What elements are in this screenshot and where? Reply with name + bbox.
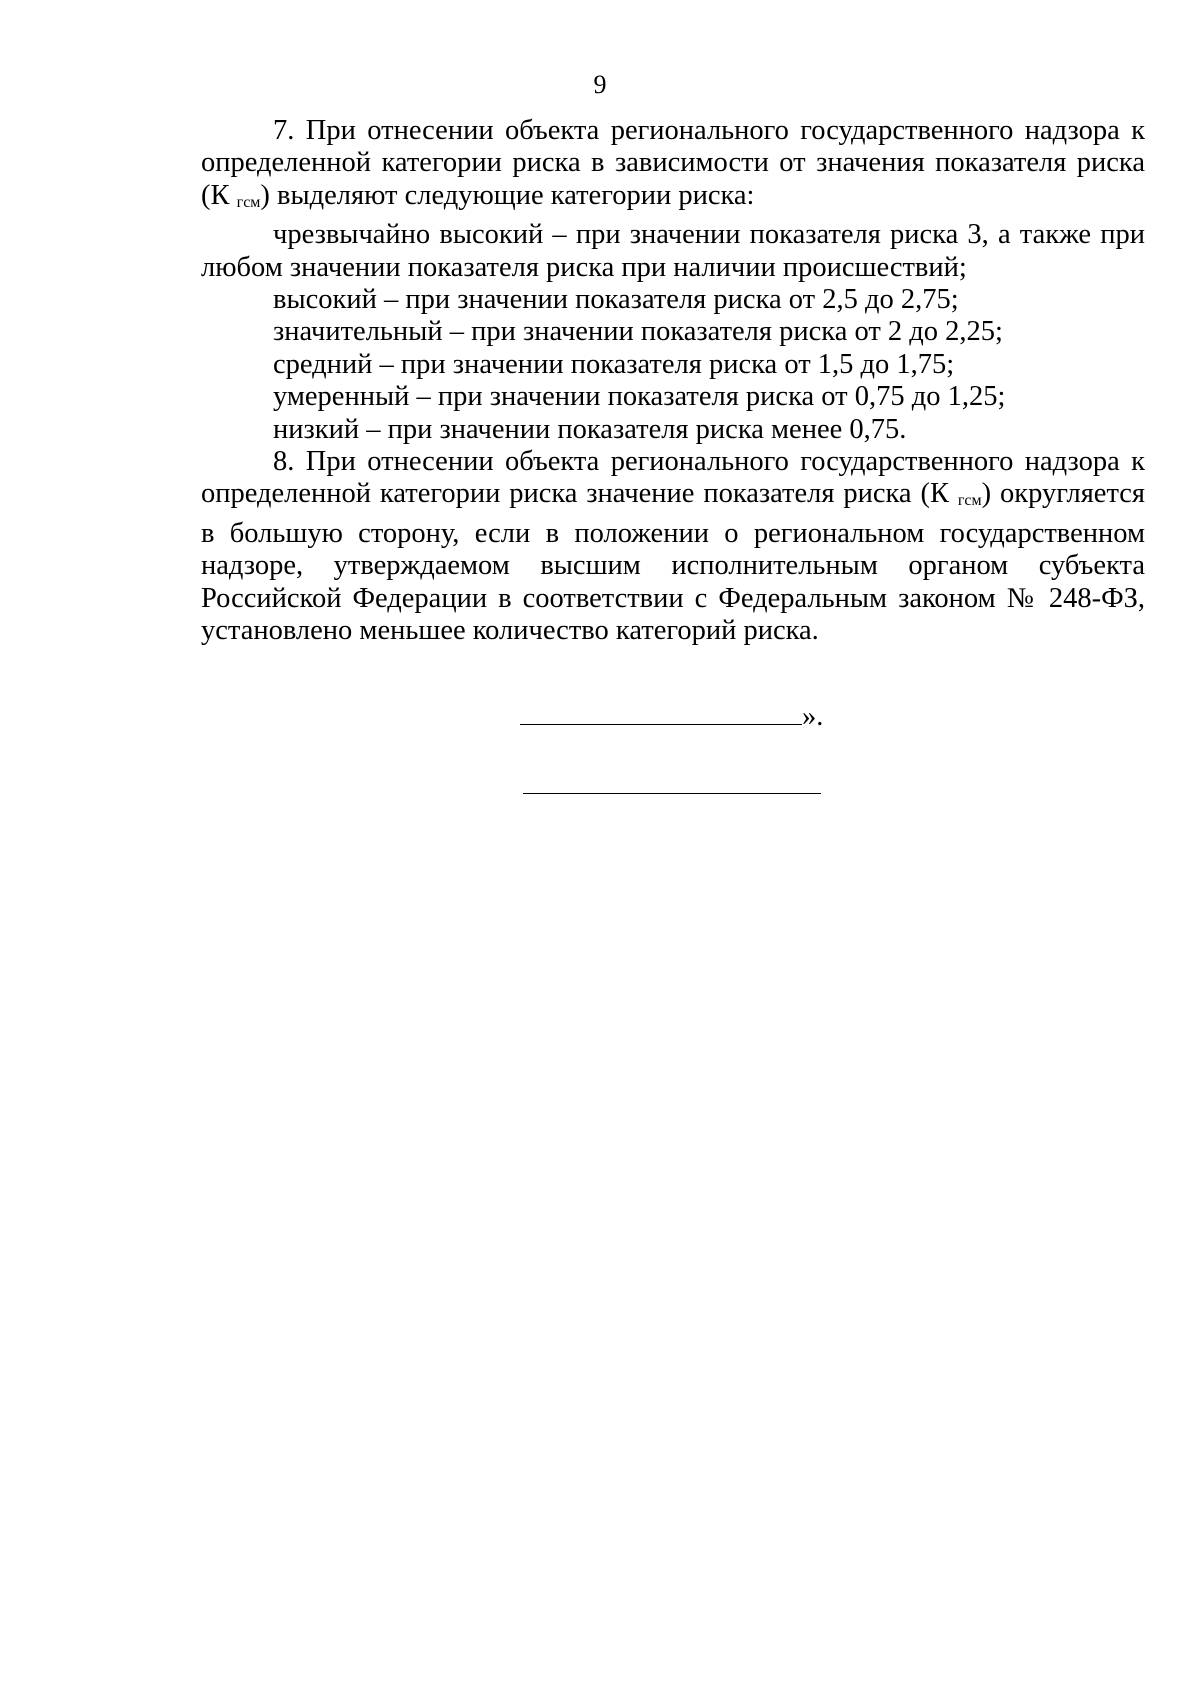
paragraph-8-text: 8. При отнесении объекта регионального государственного надзора к определенной категории риска значение показателя риска (К xyxy=(201,446,1145,510)
paragraph-8-text-end: ) округляется в большую сторону, если в положении о региональном государственном надзоре, утверждаемом высшим исполнительным органом субъекта Российской Федерации в соответствии с Федеральным законом № 248-ФЗ, установлено меньшее количество категорий риска. xyxy=(201,478,1146,647)
risk-category-medium: средний – при значении показателя риска от 1,5 до 1,75; xyxy=(273,348,955,380)
closing-underline xyxy=(520,700,802,725)
risk-category-moderate: умеренный – при значении показателя риска от 0,75 до 1,25; xyxy=(273,381,1006,413)
page-number: 9 xyxy=(593,70,607,99)
paragraph-7-text: 7. При отнесении объекта регионального государственного надзора к определенной категории риска в зависимости от значения показателя риска (К xyxy=(201,115,1145,211)
paragraph-7 xyxy=(201,115,1145,219)
risk-category-low: низкий – при значении показателя риска менее 0,75. xyxy=(273,413,907,445)
end-of-document-rule xyxy=(523,793,821,794)
document-body xyxy=(201,115,1145,648)
risk-index-subscript: гсм xyxy=(236,193,261,211)
risk-index-subscript: гсм xyxy=(957,492,982,510)
risk-category-extremely-high: чрезвычайно высокий – при значении показателя риска 3, а также при любом значении показателя риска при наличии происшествий; xyxy=(201,219,1145,283)
closing-line xyxy=(520,700,823,733)
paragraph-8 xyxy=(201,446,1145,647)
risk-category-high: высокий – при значении показателя риска от 2,5 до 2,75; xyxy=(273,284,959,316)
closing-quote-mark: ». xyxy=(802,701,824,732)
paragraph-7-text-end: ) выделяют следующие категории риска: xyxy=(260,179,755,211)
risk-category-significant: значительный – при значении показателя риска от 2 до 2,25; xyxy=(273,316,1003,348)
